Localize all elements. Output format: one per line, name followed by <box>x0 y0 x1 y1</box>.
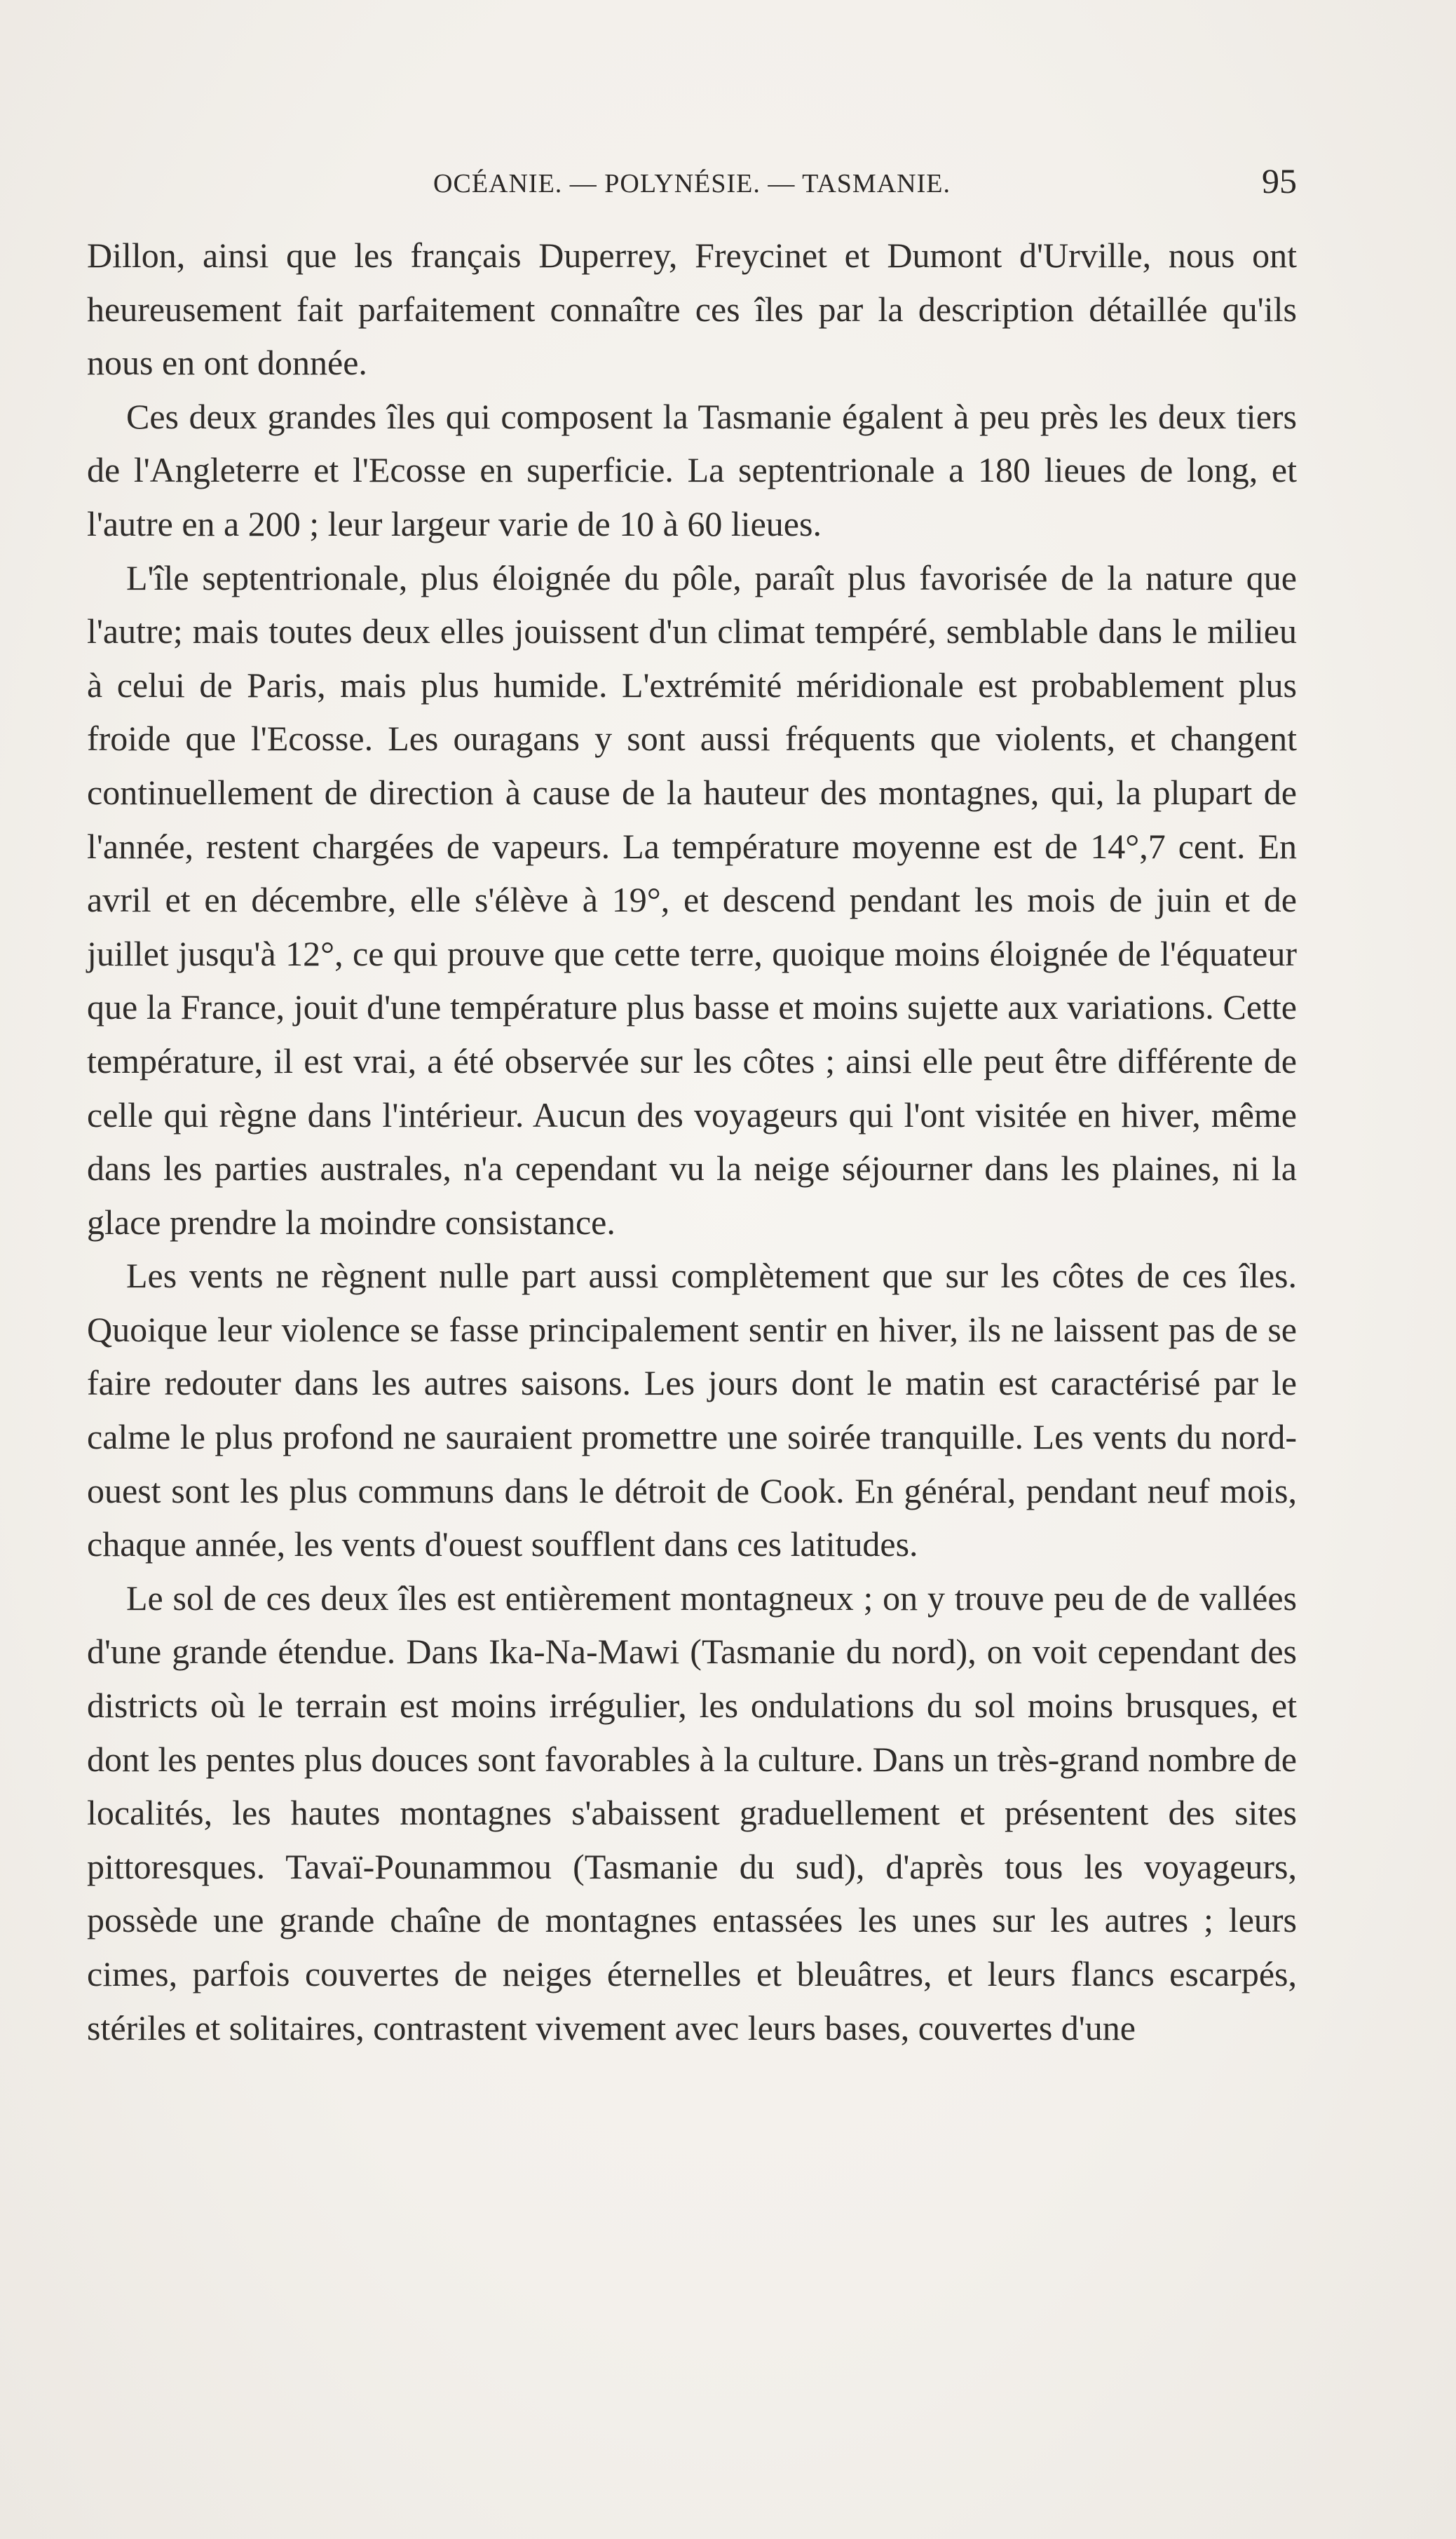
paragraph-sol: Le sol de ces deux îles est entièrement montagneux ; on y trouve peu de de vallées d'une grande étendue. Dans Ika-Na-Mawi (Tasmanie du nord), on voit cependant des districts où le terrain est moins irrégulier, les ondulations du sol moins brusques, et dont les pentes plus douces sont favorables à la culture. Dans un très-grand nombre de localités, les hautes montagnes s'abaissent graduellement et présentent des sites pittoresques. Tavaï-Pounammou (Tasmanie du sud), d'après tous les voyageurs, possède une grande chaîne de montagnes entassées les unes sur les autres ; leurs cimes, parfois couvertes de neiges éternelles et bleuâtres, et leurs flancs escarpés, stériles et solitaires, contrastent vivement avec leurs bases, couvertes d'une <box>87 1578 1297 2047</box>
paragraph-superficie: Ces deux grandes îles qui composent la Tasmanie égalent à peu près les deux tiers de l'Angleterre et l'Ecosse en superficie. La septentrionale a 180 lieues de long, et l'autre en a 200 ; leur largeur varie de 10 à 60 lieues. <box>87 396 1297 543</box>
paragraph-vents: Les vents ne règnent nulle part aussi complètement que sur les côtes de ces îles. Quoique leur violence se fasse principalement sentir en hiver, ils ne laissent pas de se faire redouter dans les autres saisons. Les jours dont le matin est caractérisé par le calme le plus profond ne sauraient promettre une soirée tranquille. Les vents du nord-ouest sont les plus communs dans le détroit de Cook. En général, pendant neuf mois, chaque année, les vents d'ouest soufflent dans ces latitudes. <box>87 1256 1297 1564</box>
body-text <box>87 229 1297 2054</box>
page-number: 95 <box>1262 161 1297 201</box>
page-header <box>87 163 1297 205</box>
running-head: OCÉANIE. — POLYNÉSIE. — TASMANIE. <box>433 169 951 198</box>
paragraph-continuation: Dillon, ainsi que les français Duperrey, Freycinet et Dumont d'Urville, nous ont heureusement fait parfaitement connaître ces îles par la description détaillée qu'ils nous en ont donnée. <box>87 236 1297 383</box>
paragraph-climat: L'île septentrionale, plus éloignée du pôle, paraît plus favorisée de la nature que l'autre; mais toutes deux elles jouissent d'un climat tempéré, semblable dans le milieu à celui de Paris, mais plus humide. L'extrémité méridionale est probablement plus froide que l'Ecosse. Les ouragans y sont aussi fréquents que violents, et changent continuellement de direction à cause de la hauteur des montagnes, qui, la plupart de l'année, restent chargées de vapeurs. La température moyenne est de 14°,7 cent. En avril et en décembre, elle s'élève à 19°, et descend pendant les mois de juin et de juillet jusqu'à 12°, ce qui prouve que cette terre, quoique moins éloignée de l'équateur que la France, jouit d'une température plus basse et moins sujette aux variations. Cette température, il est vrai, a été observée sur les côtes ; ainsi elle peut être différente de celle qui règne dans l'intérieur. Aucun des voyageurs qui l'ont visitée en hiver, même dans les parties australes, n'a cependant vu la neige séjourner dans les plaines, ni la glace prendre la moindre consistance. <box>87 557 1297 1242</box>
